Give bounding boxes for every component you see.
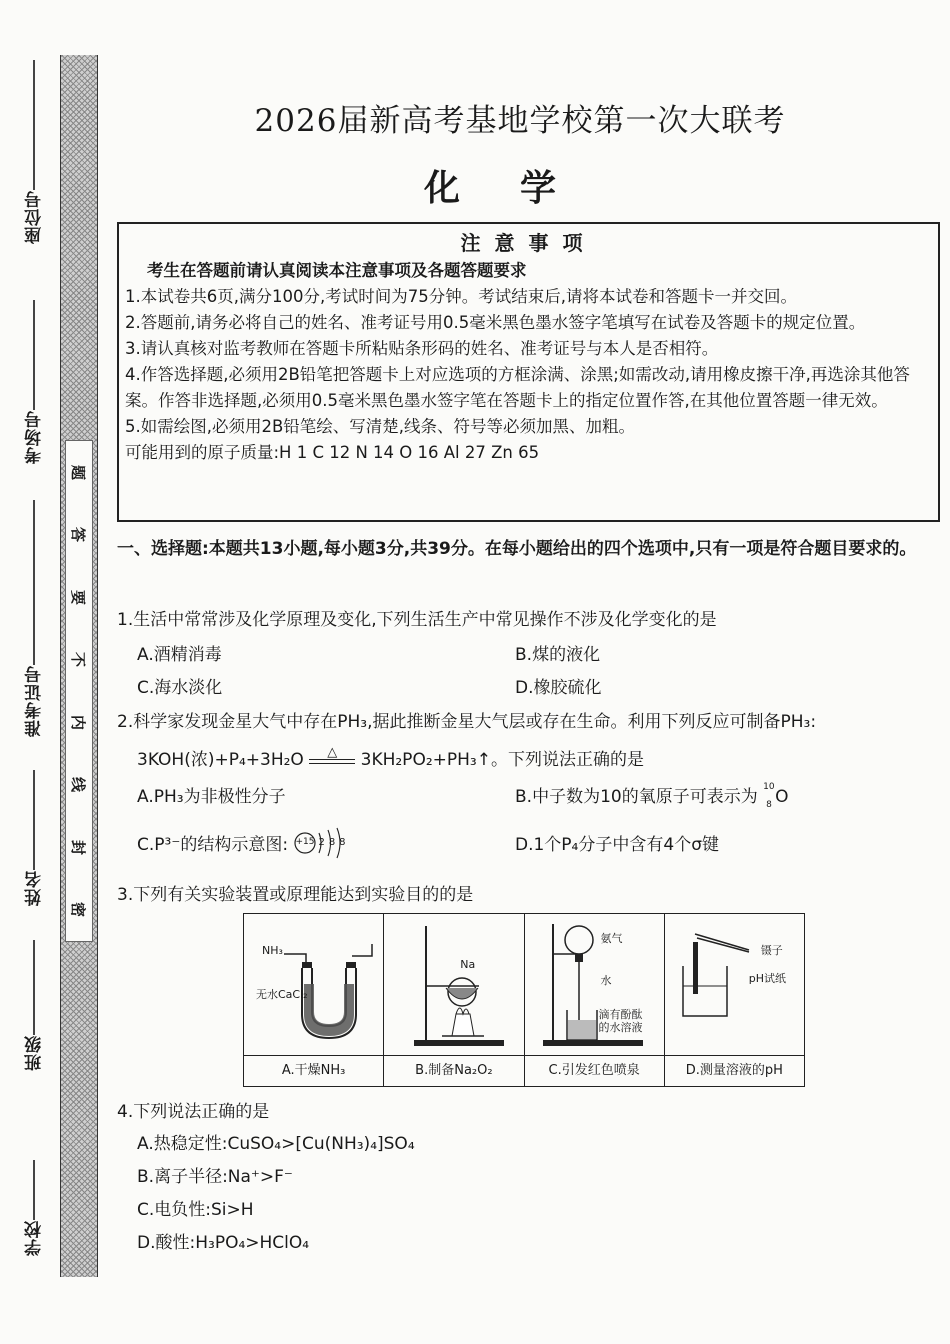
panel-c-label-phenolphthalein: 滴有酚酞 [598, 1008, 643, 1021]
equation-left: 3KOH(浓)+P₄+3H₂O [137, 750, 304, 770]
atom-structure-diagram [293, 831, 353, 859]
u-tube-diagram [244, 914, 384, 1054]
fountain-diagram [525, 914, 665, 1054]
q2-option-c[interactable] [137, 830, 353, 859]
seat-no-label: 座位号 [24, 190, 45, 244]
isotope-mass: 10 [763, 782, 775, 792]
q2-option-a[interactable]: A.PH₃为非极性分子 [137, 787, 286, 807]
q1-option-b[interactable]: B.煤的液化 [515, 645, 601, 665]
panel-a-label-nh3: NH₃ [262, 944, 283, 957]
panel-b-caption: B.制备Na₂O₂ [384, 1055, 523, 1086]
q1-stem: 1.生活中常常涉及化学原理及变化,下列生活生产中常见操作不涉及化学变化的是 [117, 610, 717, 630]
q4-option-a[interactable]: A.热稳定性:CuSO₄>[Cu(NH₃)₄]SO₄ [137, 1134, 415, 1154]
seal-char: 线 [69, 777, 88, 793]
q2-equation [137, 745, 644, 770]
notice-item: 4.作答选择题,必须用2B铅笔把答题卡上对应选项的方框涂满、涂黑;如需改动,请用橡皮擦干净,再选涂其他答案。作答非选择题,必须用0.5毫米黑色墨水签字笔在答题卡上的指定位置作答,在其他位置答题一律无效。 [125, 365, 910, 410]
seal-strip [60, 55, 98, 1277]
notice-item: 2.答题前,请务必将自己的姓名、准考证号用0.5毫米黑色墨水签字笔填写在试卷及答题卡的规定位置。 [125, 313, 866, 332]
panel-c-label-ammonia: 氨气 [600, 932, 623, 945]
school-label: 学校 [24, 1220, 45, 1256]
seal-char: 要 [69, 589, 88, 605]
equation-right: 3KH₂PO₂+PH₃↑ [360, 750, 491, 770]
exam-room-label: 考场号 [24, 410, 45, 464]
panel-d-label-ph-paper: pH试纸 [748, 972, 787, 985]
exam-room-field[interactable] [12, 300, 56, 464]
notice-intro: 考生在答题前请认真阅读本注意事项及各题答题要求 [147, 261, 527, 280]
class-label: 班级 [24, 1035, 45, 1071]
school-field[interactable] [12, 1160, 56, 1256]
atomic-masses: 可能用到的原子质量:H 1 C 12 N 14 O 16 Al 27 Zn 65 [125, 443, 540, 462]
q1-option-a[interactable]: A.酒精消毒 [137, 645, 222, 665]
q1-option-c[interactable]: C.海水淡化 [137, 678, 223, 698]
exam-title: 2026届新高考基地学校第一次大联考 [254, 103, 786, 139]
admission-no-label: 准考证号 [24, 665, 45, 737]
seal-line-window [65, 440, 93, 942]
seal-char: 答 [69, 527, 88, 543]
q2-option-b[interactable] [515, 782, 789, 810]
ph-test-diagram [665, 914, 810, 1054]
combustion-diagram [384, 914, 524, 1054]
seal-char: 题 [69, 464, 88, 480]
panel-a[interactable] [244, 914, 384, 1086]
name-label: 姓名 [24, 870, 45, 906]
equation-tail: 。下列说法正确的是 [490, 750, 644, 770]
q4-option-b[interactable]: B.离子半径:Na⁺>F⁻ [137, 1167, 293, 1187]
shell-electrons: 288 [318, 837, 350, 848]
seal-char: 密 [69, 902, 88, 918]
isotope-symbol: O [775, 787, 789, 807]
panel-b-label-na: Na [460, 958, 476, 971]
q4-stem: 4.下列说法正确的是 [117, 1102, 270, 1122]
q4-option-c[interactable]: C.电负性:Si>H [137, 1200, 254, 1220]
panel-d[interactable] [665, 914, 804, 1086]
panel-b[interactable] [384, 914, 524, 1086]
subject-title: 化学 [423, 168, 616, 209]
seal-char: 不 [69, 652, 88, 668]
seat-no-field[interactable] [12, 60, 56, 244]
panel-c-caption: C.引发红色喷泉 [525, 1055, 664, 1086]
q2-option-d[interactable]: D.1个P₄分子中含有4个σ键 [515, 835, 719, 855]
section-heading: 一、选择题:本题共13小题,每小题3分,共39分。在每小题给出的四个选项中,只有一项是符合题目要求的。 [117, 539, 917, 559]
notice-item: 3.请认真核对监考教师在答题卡所粘贴条形码的姓名、准考证号与本人是否相符。 [125, 339, 719, 358]
notice-item: 5.如需绘图,必须用2B铅笔绘、写清楚,线条、符号等必须加黑、加粗。 [125, 417, 636, 436]
admission-no-field[interactable] [12, 500, 56, 737]
notice-box [117, 222, 940, 522]
panel-d-label-tweezers: 镊子 [760, 944, 783, 957]
q2-option-b-text: B.中子数为10的氧原子可表示为 [515, 787, 758, 807]
seal-char: 封 [69, 839, 88, 855]
panel-a-label-cacl2: 无水CaCl₂ [256, 988, 308, 1001]
nucleus-charge: +15 [295, 837, 315, 847]
panel-d-caption: D.测量溶液的pH [665, 1055, 804, 1086]
notice-title: 注意事项 [460, 231, 597, 255]
heat-symbol: △ [327, 745, 338, 760]
seal-char: 内 [69, 714, 88, 730]
panel-c-label-water: 水 [600, 974, 612, 987]
isotope-number: 8 [766, 800, 772, 810]
q2-option-c-text: C.P³⁻的结构示意图: [137, 835, 289, 855]
q2-stem: 2.科学家发现金星大气中存在PH₃,据此推断金星大气层或存在生命。利用下列反应可制备PH₃: [117, 712, 817, 732]
notice-item: 1.本试卷共6页,满分100分,考试时间为75分钟。考试结束后,请将本试卷和答题卡一并交回。 [125, 287, 797, 306]
class-field[interactable] [12, 940, 56, 1071]
panel-c[interactable] [525, 914, 665, 1086]
name-field[interactable] [12, 770, 56, 906]
panel-c-label-solution: 的水溶液 [598, 1021, 643, 1034]
q1-option-d[interactable]: D.橡胶硫化 [515, 678, 602, 698]
q4-option-d[interactable]: D.酸性:H₃PO₄>HClO₄ [137, 1233, 310, 1253]
q3-stem: 3.下列有关实验装置或原理能达到实验目的的是 [117, 885, 474, 905]
q3-apparatus-figure [243, 913, 805, 1087]
panel-a-caption: A.干燥NH₃ [244, 1055, 383, 1086]
